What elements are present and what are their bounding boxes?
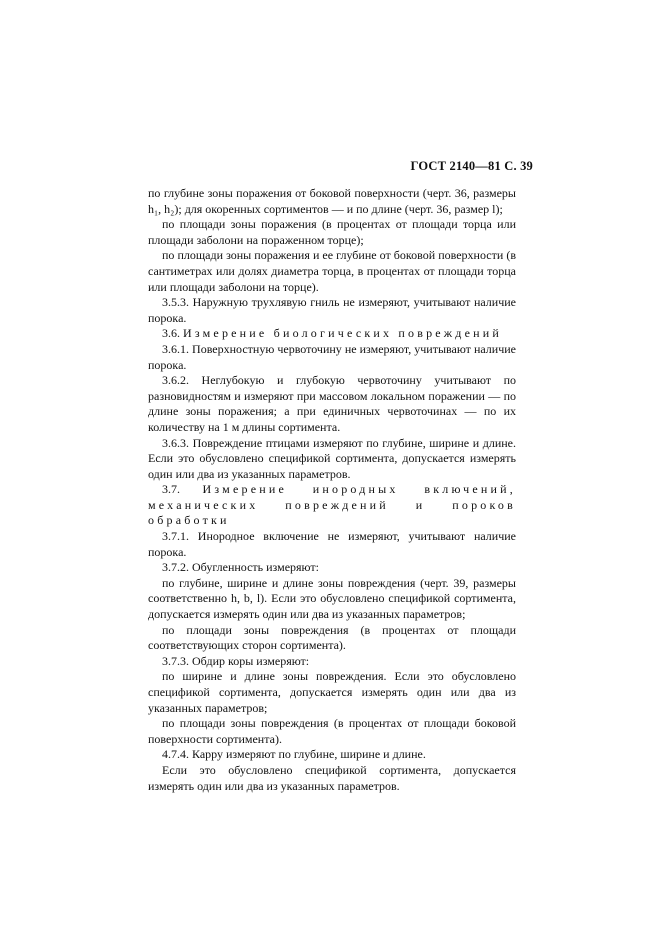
- page-header: ГОСТ 2140—81 С. 39: [410, 159, 533, 173]
- paragraph: по площади зоны поражения и ее глубине от боковой поверхности (в сантиметрах или долях диаметра торца, в процентах от площади торца или площади заболони на торце).: [148, 248, 516, 294]
- paragraph: 3.7.1. Инородное включение не измеряют, учитывают наличие порока.: [148, 529, 516, 559]
- section-number: 3.7.: [162, 482, 180, 497]
- paragraph: 4.7.4. Карру измеряют по глубине, ширине и длине.: [162, 747, 426, 762]
- section-heading-3-7: [148, 482, 516, 529]
- paragraph: по глубине зоны поражения от боковой поверхности (черт. 36, размеры h₁, h₂); для окоренных сортиментов — и по длине (черт. 36, размер l);: [148, 186, 516, 216]
- paragraph: по площади зоны повреждения (в процентах от площади соответствующих сторон сортимента).: [148, 622, 516, 653]
- paragraph: 3.6.2. Неглубокую и глубокую червоточину учитывают по разновидностям и измеряют при массовом локальном поражении — по длине зоны поражения; а при единичных червоточинах — по их количеству на 1 м длины сортимента.: [148, 373, 516, 434]
- paragraph: по площади зоны поражения (в процентах от площади торца или площади заболони на пораженном торце);: [148, 217, 516, 247]
- section-heading-3-6: [148, 326, 516, 342]
- paragraph: по глубине, ширине и длине зоны повреждения (черт. 39, размеры соответственно h, b, l). Если это обусловлено спецификой сортимента, допускается измерять один или два из указанных параметров;: [148, 575, 516, 622]
- section-title: Измерение биологических повреждений: [183, 326, 502, 341]
- paragraph: 3.6.1. Поверхностную червоточину не измеряют, учитывают наличие порока.: [148, 341, 516, 372]
- section-number: 3.6.: [162, 326, 180, 341]
- document-body: [148, 186, 516, 794]
- paragraph: 3.5.3. Наружную трухлявую гниль не измеряют, учитывают наличие порока.: [148, 295, 516, 325]
- paragraph: 3.7.3. Обдир коры измеряют:: [162, 653, 310, 668]
- paragraph: Если это обусловлено спецификой сортимента, допускается измерять один или два из указанных параметров.: [148, 762, 516, 793]
- paragraph: по площади зоны повреждения (в процентах от площади боковой поверхности сортимента).: [148, 716, 516, 746]
- paragraph: 3.6.3. Повреждение птицами измеряют по глубине, ширине и длине. Если это обусловлено спецификой сортимента, допускается измерять один или два из указанных параметров.: [148, 435, 516, 481]
- paragraph: по ширине и длине зоны повреждения. Если это обусловлено спецификой сортимента, допускается измерять один или два из указанных параметров;: [148, 669, 516, 715]
- paragraph: 3.7.2. Обугленность измеряют:: [162, 560, 319, 575]
- section-title: Измерение инородных включений, механических повреждений и пороков обработки: [148, 482, 516, 528]
